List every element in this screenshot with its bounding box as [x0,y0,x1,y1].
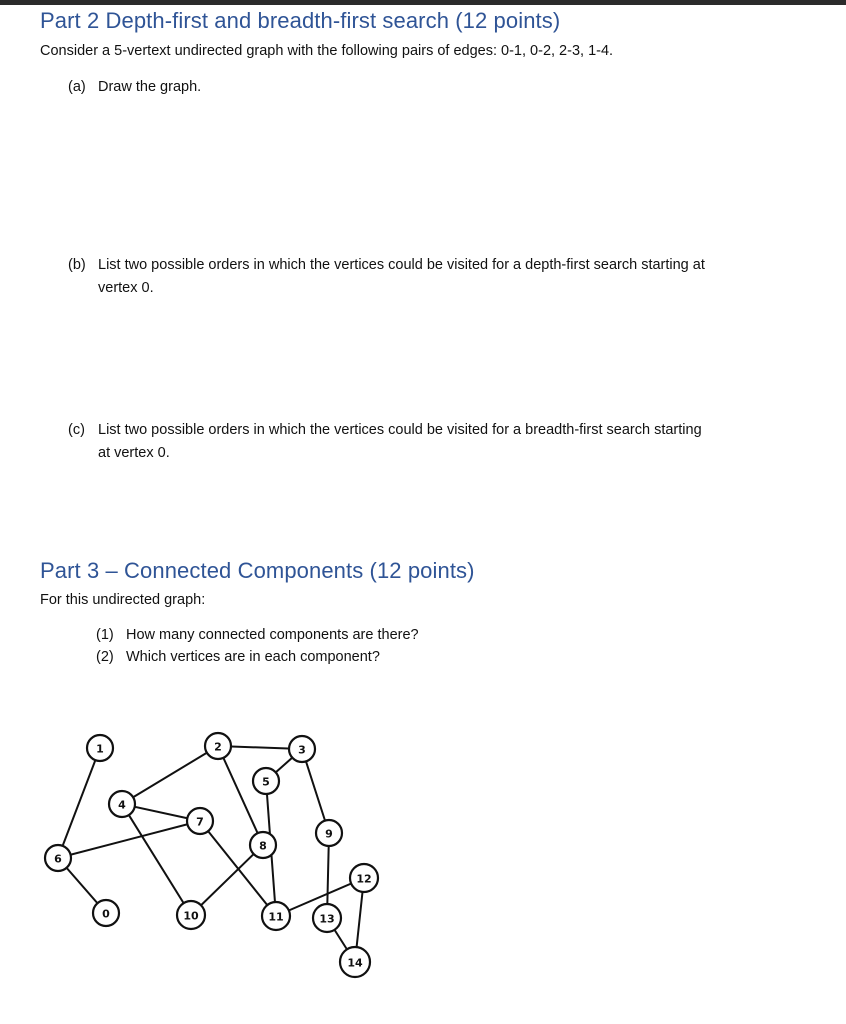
question-b-label: (b) [68,257,86,273]
graph-node-label: 6 [54,852,62,866]
question-c-line1: List two possible orders in which the vertices could be visited for a breadth-first search starting [98,422,702,438]
graph-node-1 [87,735,113,761]
graph-node-8 [250,832,276,858]
graph-edge-6-7 [58,821,200,858]
graph-node-0 [93,900,119,926]
graph-node-13 [313,904,341,932]
graph-node-14 [340,947,370,977]
question-1-text: How many connected components are there? [126,627,419,643]
graph-node-label: 4 [118,798,126,812]
part3-heading: Part 3 – Connected Components (12 points) [40,558,475,583]
question-b [68,254,705,276]
graph-node-label: 10 [183,909,199,923]
graph-node-label: 12 [356,872,372,886]
graph-node-5 [253,768,279,794]
graph-node-3 [289,736,315,762]
graph-node-label: 0 [102,907,110,921]
part2-intro: Consider a 5-vertext undirected graph with the following pairs of edges: 0-1, 0-2, 2-3, 1-4. [40,43,614,59]
graph-node-label: 5 [262,775,270,789]
question-2-text: Which vertices are in each component? [126,649,380,665]
graph-node-11 [262,902,290,930]
graph-node-label: 3 [298,743,306,757]
question-c [68,419,702,441]
graph-node-label: 13 [319,912,335,926]
graph-edge-2-8 [218,746,263,845]
graph-node-4 [109,791,135,817]
part2-heading: Part 2 Depth-first and breadth-first search (12 points) [40,8,561,33]
question-a-text: Draw the graph. [98,79,202,95]
graph-node-label: 2 [214,740,222,754]
graph-node-7 [187,808,213,834]
question-c-line2: at vertex 0. [98,445,170,461]
question-1 [96,624,419,646]
graph-node-label: 7 [196,815,204,829]
part3-intro: For this undirected graph: [40,592,206,608]
graph-node-label: 8 [259,839,267,853]
question-b-line2: vertex 0. [98,280,154,296]
graph-edge-1-6 [58,748,100,858]
question-c-label: (c) [68,422,85,438]
graph-node-10 [177,901,205,929]
question-a-label: (a) [68,79,86,95]
question-b-line1: List two possible orders in which the vertices could be visited for a depth-first search starting at [98,257,705,273]
question-2-label: (2) [96,649,114,665]
graph-edge-4-10 [122,804,191,915]
graph-edge-2-4 [122,746,218,804]
top-rule [0,0,846,5]
graph-node-label: 9 [325,827,333,841]
graph-node-label: 14 [347,956,363,970]
question-2 [96,646,380,668]
graph-node-2 [205,733,231,759]
question-1-label: (1) [96,627,114,643]
graph-node-12 [350,864,378,892]
graph-node-9 [316,820,342,846]
hand-drawn-graph [38,715,398,985]
question-a [68,76,201,98]
graph-node-label: 11 [268,910,284,924]
graph-node-6 [45,845,71,871]
graph-node-label: 1 [96,742,104,756]
